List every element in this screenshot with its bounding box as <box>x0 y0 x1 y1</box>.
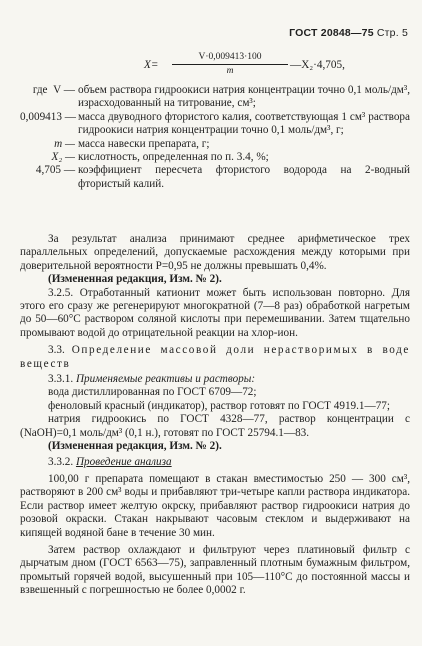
body-text <box>20 233 410 598</box>
revision-note: (Измененная редакция, Изм. № 2). <box>48 440 222 453</box>
formula-fraction <box>170 52 290 77</box>
section-3-3-2-heading <box>20 456 410 469</box>
legend-item <box>20 111 410 138</box>
reagent-naoh: натрия гидроокись по ГОСТ 4328—77, раствор концентрации с (NaOH)=0,1 моль/дм³ (0,1 н.), готовят по ГОСТ 25794.1—83. <box>20 413 410 439</box>
paragraph-analysis-1: 100,00 г препарата помещают в стакан вместимостью 250 — 300 см³, растворяют в 200 см³ воды и прибавляют три-четыре капли раствора индикатора. Если раствор имеет желтую окрску, прибавляют раствор гидроокиси натрия до розовой окраски. Стакан накрывают часовым стеклом и выдерживают на кипящей водяной бане в течение 30 мин. <box>20 472 410 539</box>
formula-legend <box>20 84 410 191</box>
legend-text: масса навески препарата, г; <box>78 137 210 150</box>
reagent-water: вода дистиллированная по ГОСТ 6709—72; <box>48 386 257 399</box>
formula-rhs: —X₂·4,705, <box>290 59 345 71</box>
legend-term: 4,705 — <box>35 164 75 177</box>
legend-term: X₂ — <box>51 151 75 164</box>
legend-term: где V — <box>32 84 75 96</box>
legend-item <box>20 151 410 164</box>
formula-denominator: m <box>226 66 234 76</box>
section-number: 3.3.2. <box>48 455 74 468</box>
section-title: Проведение анализа <box>75 455 172 468</box>
legend-item <box>20 164 410 191</box>
paragraph-3-2-5: 3.2.5. Отработанный катионит может быть использован повторно. Для этого его сразу же регенерируют многократной (7—8 раз) обработкой нагретым до 50—60°С раствором соляной кислоты при перемешивании. Затем тщательно промывают водой до отрицательной реакции на хлор-ион. <box>20 286 410 339</box>
fraction-bar <box>172 64 288 65</box>
legend-text: объем раствора гидроокиси натрия концентрации точно 0,1 моль/дм³, израсходованный на титрование, см³; <box>78 84 410 110</box>
section-3-3-1-heading <box>20 373 410 386</box>
gost-number: ГОСТ 20848—75 <box>289 27 374 39</box>
section-3-3-heading <box>20 344 410 371</box>
section-number: 3.3. <box>48 344 65 357</box>
revision-note: (Измененная редакция, Изм. № 2). <box>48 273 222 286</box>
section-number: 3.3.1. <box>48 373 74 386</box>
page-header <box>289 27 408 40</box>
legend-text: масса двуводного фтористого калия, соответствующая 1 см³ раствора гидроокиси натрия концентрации точно 0,1 моль/дм³, г; <box>78 110 410 137</box>
formula-lhs: X= <box>144 59 159 71</box>
legend-text: кислотность, определенная по п. 3.4, %; <box>78 151 269 164</box>
formula <box>144 52 414 82</box>
legend-item <box>20 84 410 111</box>
legend-term: m — <box>54 137 75 150</box>
legend-item <box>20 138 410 151</box>
paragraph-analysis-2: Затем раствор охлаждают и фильтруют через платиновый фильтр с дырчатым дном (ГОСТ 6563—75), заправленный плотным бумажным фильтром, промытый горячей водой, высушенный при 105—110°С до постоянной массы и взвешенный с погрешностью не более 0,0002 г. <box>20 543 410 597</box>
section-title: Применяемые реактивы и растворы: <box>75 373 256 386</box>
page-number: Стр. 5 <box>376 27 408 39</box>
section-title: Определение массовой доли нерастворимых в воде веществ <box>20 344 410 370</box>
legend-text: коэффициент пересчета фтористого водорода на 2-водный фтористый калий. <box>78 164 410 190</box>
legend-term: 0,009413 — <box>20 110 76 123</box>
paragraph-result: За результат анализа принимают среднее арифметическое трех параллельных определений, допускаемые расхождения между которыми при доверительной вероятности P=0,95 не должны превышать 0,4%. <box>20 233 410 272</box>
formula-numerator: V·0,009413·100 <box>198 52 262 62</box>
reagent-indicator: феноловый красный (индикатор), раствор готовят по ГОСТ 4919.1—77; <box>48 399 391 412</box>
legend-intro: где <box>32 84 48 96</box>
